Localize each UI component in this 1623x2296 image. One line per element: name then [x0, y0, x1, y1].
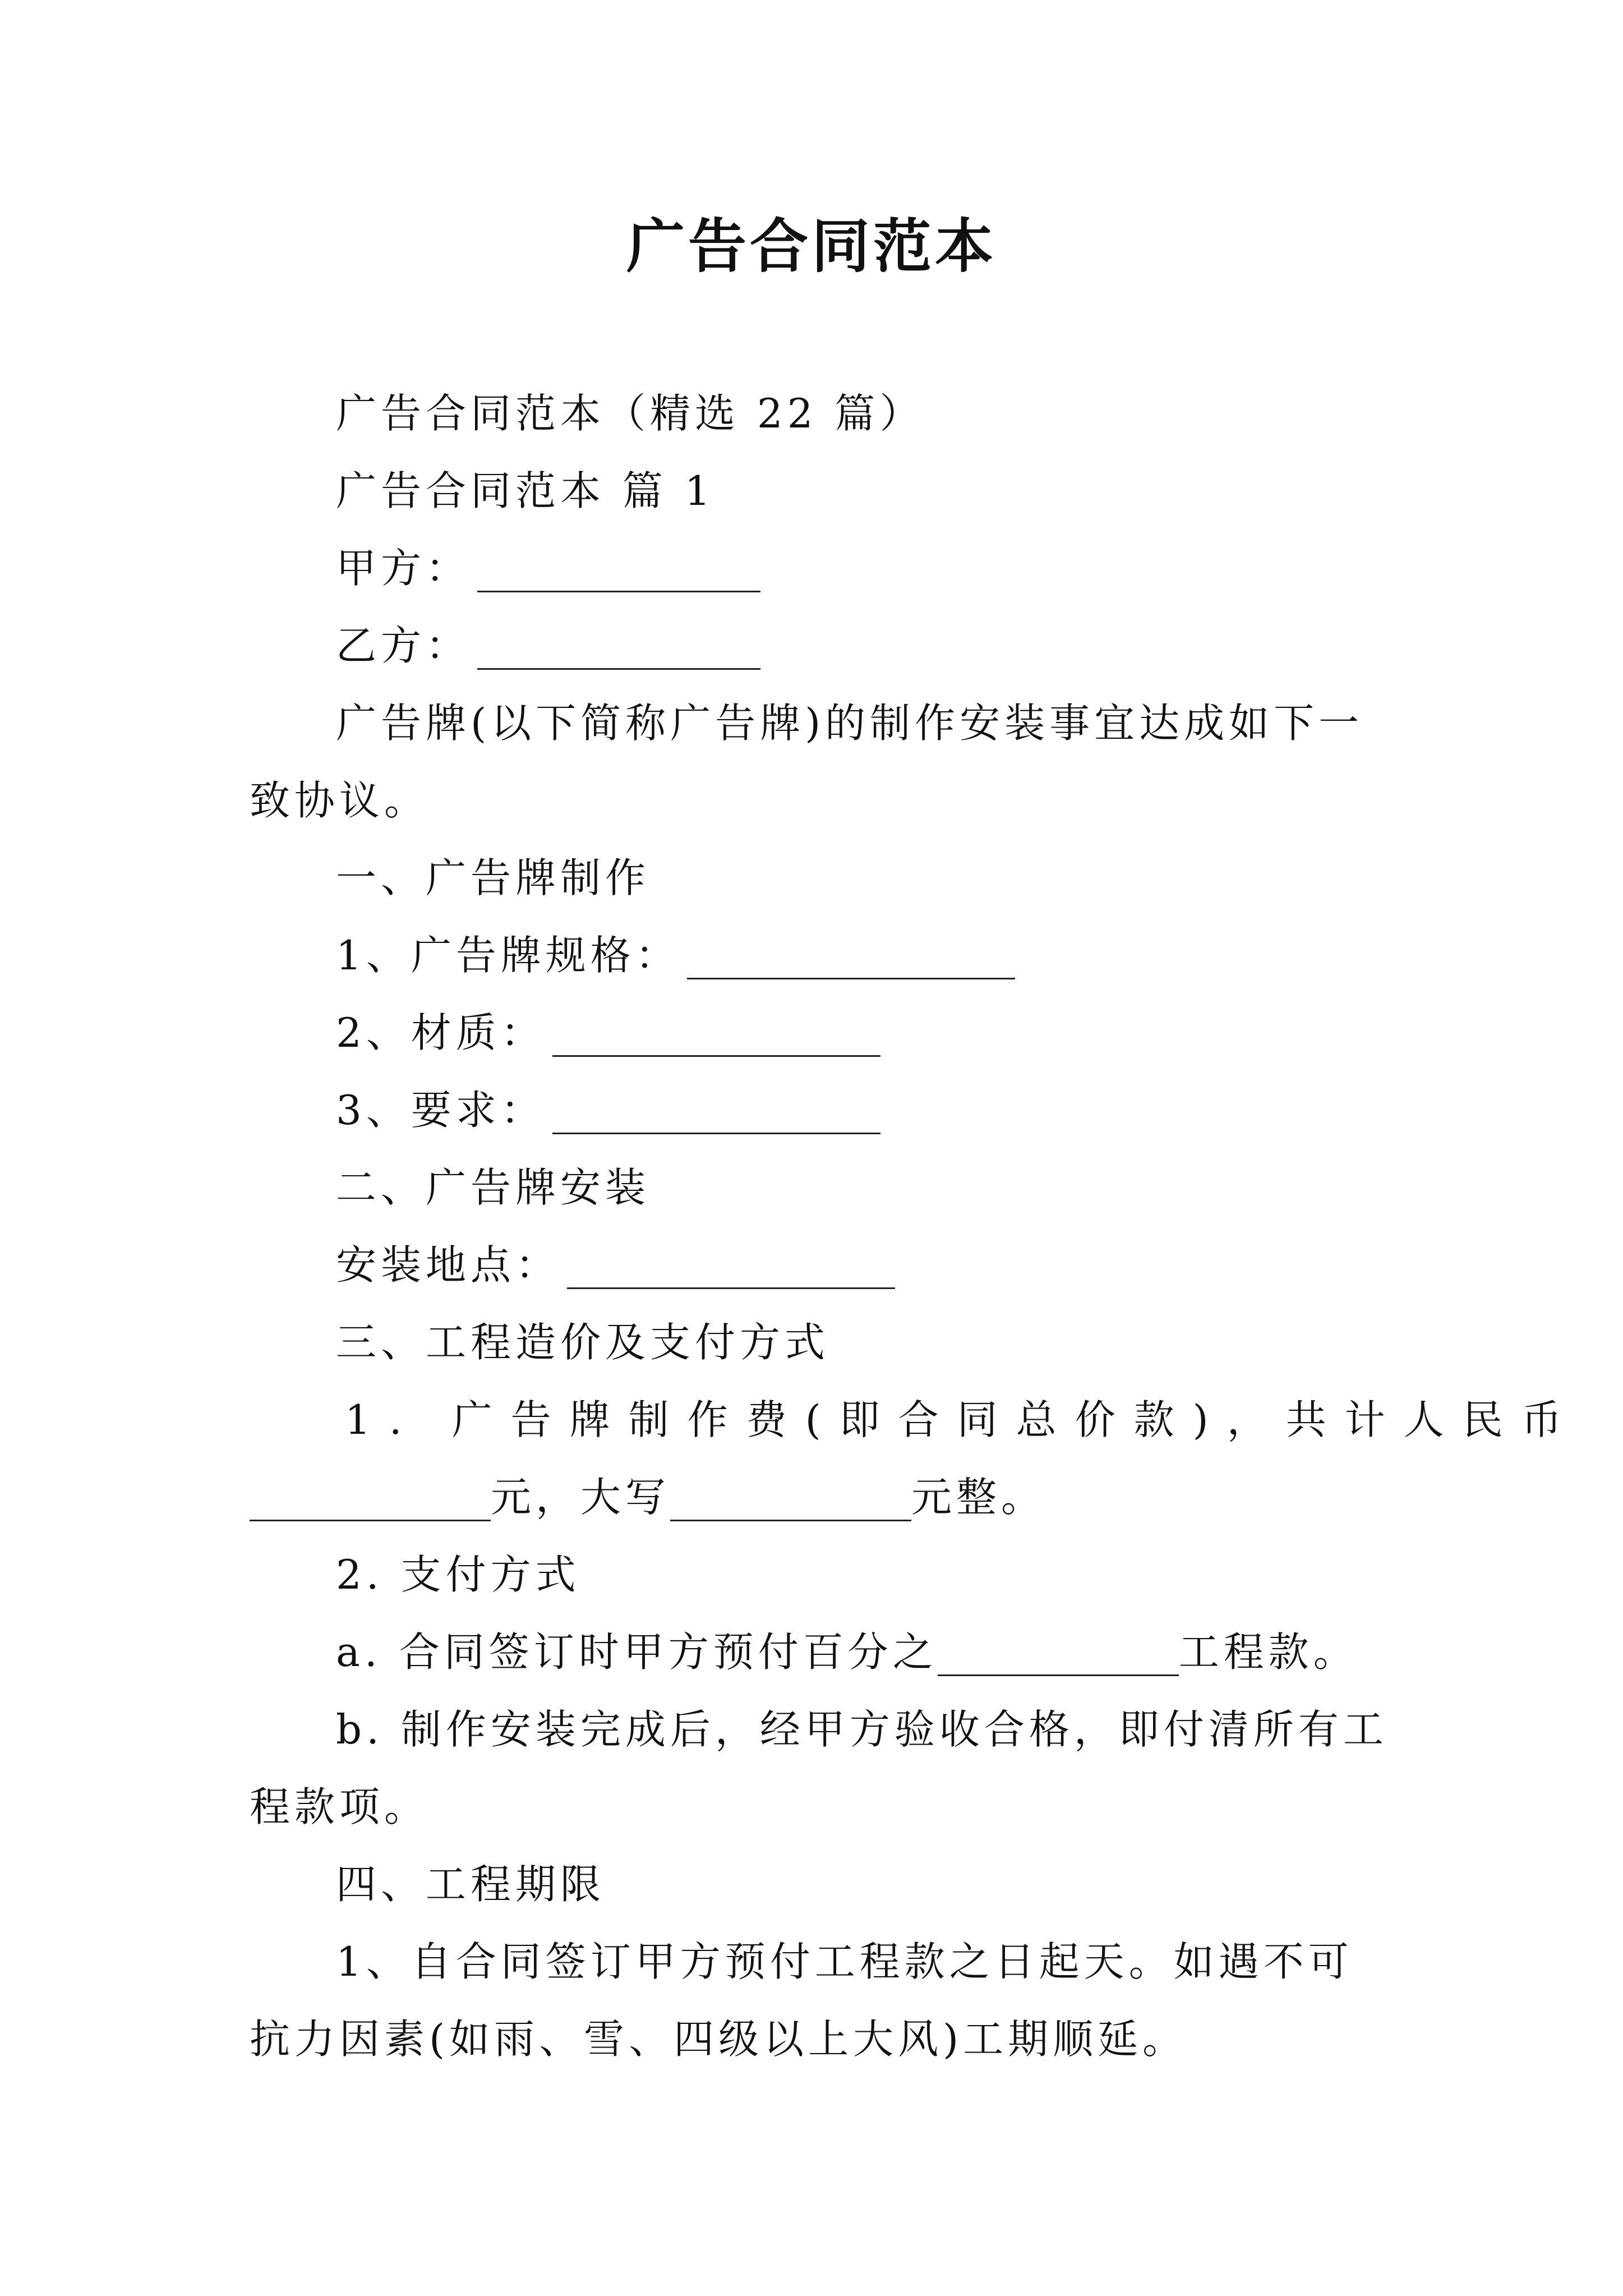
heading-production: 一、广告牌制作 — [336, 854, 651, 901]
fee-amount-blank — [250, 1480, 491, 1521]
section-title: 广告合同范本 篇 1 — [336, 467, 715, 514]
fee-words-blank — [670, 1480, 911, 1521]
payment-b-paragraph: b. 制作安装完成后，经甲方验收合格，即付清所有工程款项。 — [250, 1706, 1388, 1830]
term-paragraph: 1、自合同签订甲方预付工程款之日起天。如遇不可抗力因素(如雨、雪、四级以上大风)工期顺延。 — [250, 1938, 1353, 2063]
party-b-blank — [477, 629, 760, 670]
heading-cost: 三、工程造价及支付方式 — [336, 1319, 830, 1366]
location-line — [250, 1226, 1389, 1304]
payment-percent-blank — [938, 1635, 1179, 1676]
party-a-label: 甲方： — [336, 545, 471, 592]
payment-a-text: a. 合同签订时甲方预付百分之 — [336, 1628, 938, 1676]
spec-line — [250, 917, 1389, 994]
subtitle: 广告合同范本（精选 22 篇） — [336, 390, 925, 437]
requirement-blank — [552, 1093, 880, 1134]
heading-term: 四、工程期限 — [336, 1861, 606, 1908]
party-b-line — [250, 607, 1389, 684]
party-a-line — [250, 530, 1389, 607]
location-blank — [567, 1248, 895, 1289]
requirement-label: 3、要求： — [336, 1087, 546, 1134]
document-body — [250, 375, 1580, 2078]
payment-a-line — [250, 1613, 1389, 1691]
fee-line-2 — [250, 1458, 1389, 1536]
material-line — [250, 994, 1389, 1071]
fee-end: 元整。 — [911, 1474, 1046, 1521]
intro-paragraph: 广告牌(以下简称广告牌)的制作安装事宜达成如下一致协议。 — [250, 700, 1364, 824]
material-blank — [552, 1016, 880, 1057]
location-label: 安装地点： — [336, 1241, 561, 1289]
party-a-blank — [477, 551, 760, 592]
fee-text: 1. 广告牌制作费(即合同总价款)，共计人民币 — [345, 1396, 1580, 1443]
party-b-label: 乙方： — [336, 622, 471, 669]
requirement-line — [250, 1071, 1389, 1149]
spec-blank — [687, 938, 1015, 979]
heading-installation: 二、广告牌安装 — [336, 1164, 651, 1211]
fee-unit: 元，大写 — [491, 1474, 671, 1521]
material-label: 2、材质： — [336, 1009, 546, 1056]
spec-label: 1、广告牌规格： — [336, 932, 680, 979]
payment-a-end: 工程款。 — [1178, 1628, 1358, 1676]
document-title: 广告合同范本 — [626, 211, 997, 280]
payment-title: 2. 支付方式 — [336, 1551, 580, 1598]
fee-line — [250, 1381, 1580, 1458]
